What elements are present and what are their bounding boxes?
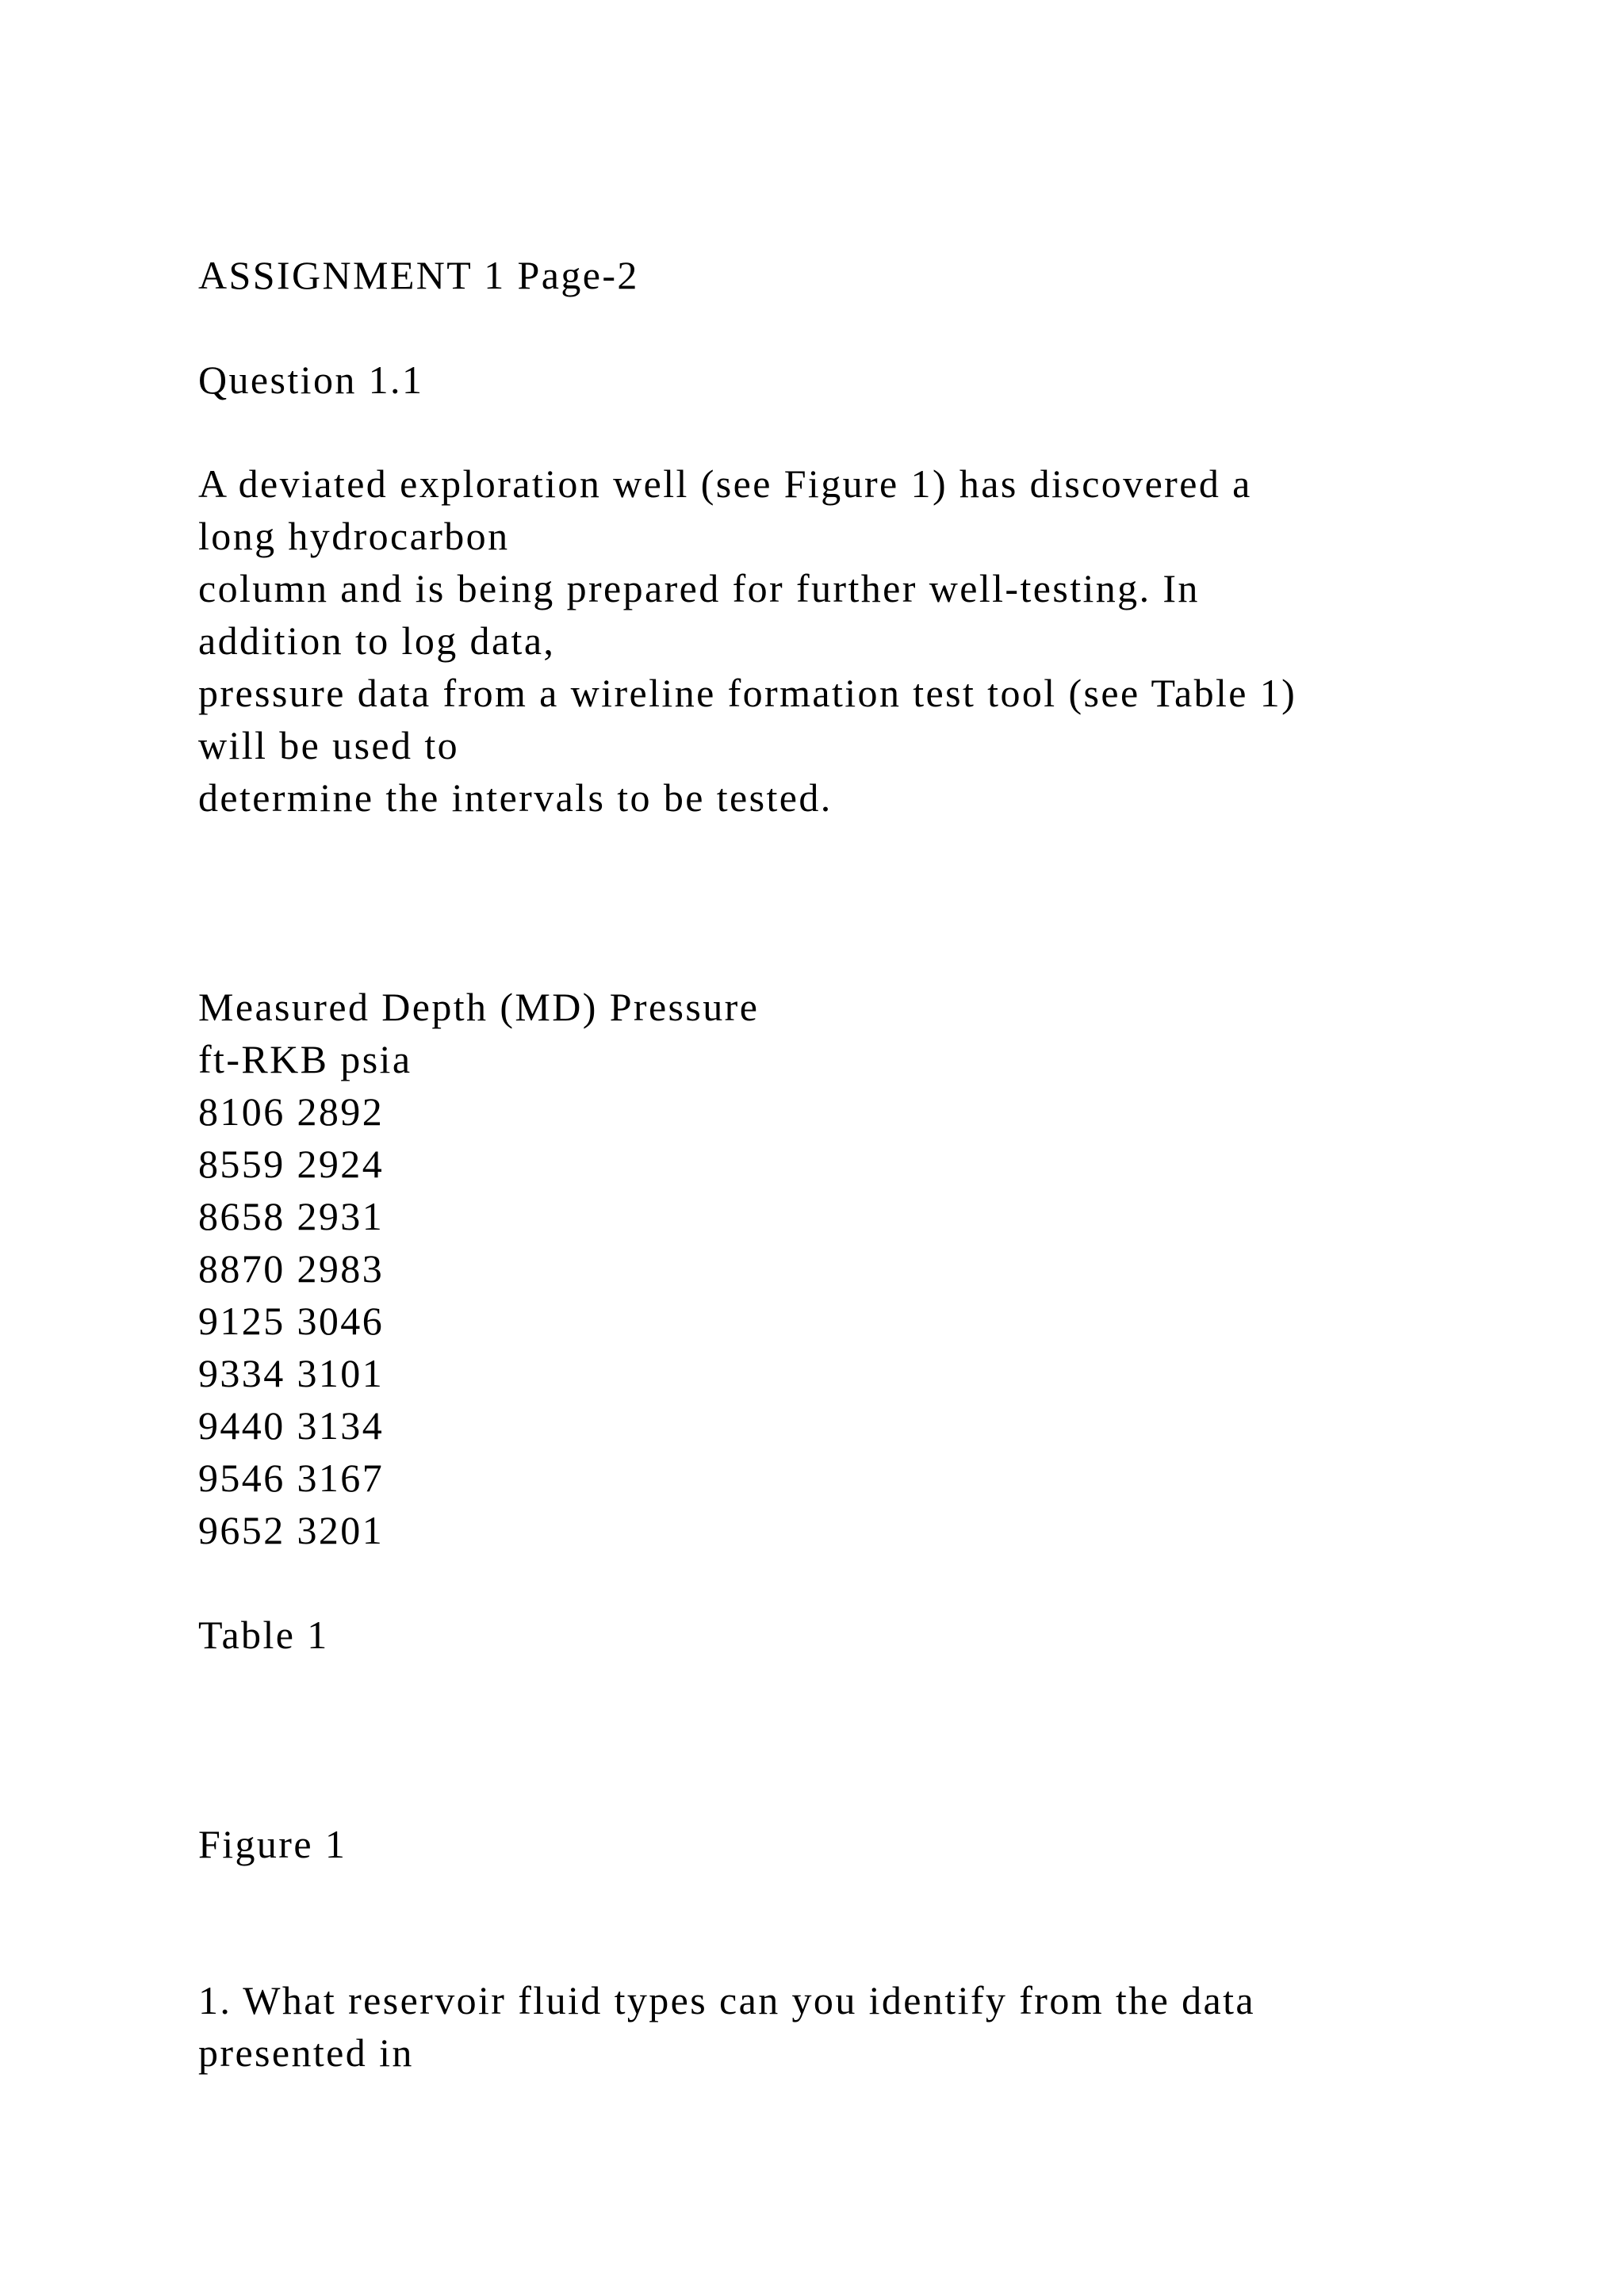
paragraph-line: determine the intervals to be tested. [198, 775, 833, 820]
question-line: presented in [198, 2030, 414, 2075]
paragraph-line: A deviated exploration well (see Figure 1) has discovered a [198, 461, 1252, 506]
table-header-labels: Measured Depth (MD) Pressure [198, 985, 760, 1029]
table-header-units: ft-RKB psia [198, 1037, 412, 1081]
page-header: ASSIGNMENT 1 Page-2 [198, 253, 639, 297]
figure-caption: Figure 1 [198, 1822, 347, 1866]
table-row: 8658 2931 [198, 1194, 385, 1238]
table-row: 9334 3101 [198, 1351, 385, 1395]
paragraph-line: addition to log data, [198, 618, 556, 663]
question-line: 1. What reservoir fluid types can you identify from the data [198, 1978, 1255, 2022]
paragraph-line: long hydrocarbon [198, 514, 510, 558]
table-row: 9125 3046 [198, 1299, 385, 1343]
table-row: 8106 2892 [198, 1089, 385, 1134]
paragraph-line: pressure data from a wireline formation test tool (see Table 1) [198, 671, 1297, 715]
paragraph-line: column and is being prepared for further well-testing. In [198, 566, 1200, 610]
table-row: 8870 2983 [198, 1246, 385, 1291]
question-title: Question 1.1 [198, 358, 424, 402]
table-row: 9652 3201 [198, 1508, 385, 1552]
table-row: 8559 2924 [198, 1142, 385, 1186]
table-caption: Table 1 [198, 1613, 329, 1657]
table-row: 9546 3167 [198, 1456, 385, 1500]
paragraph-line: will be used to [198, 723, 460, 767]
table-row: 9440 3134 [198, 1403, 385, 1448]
